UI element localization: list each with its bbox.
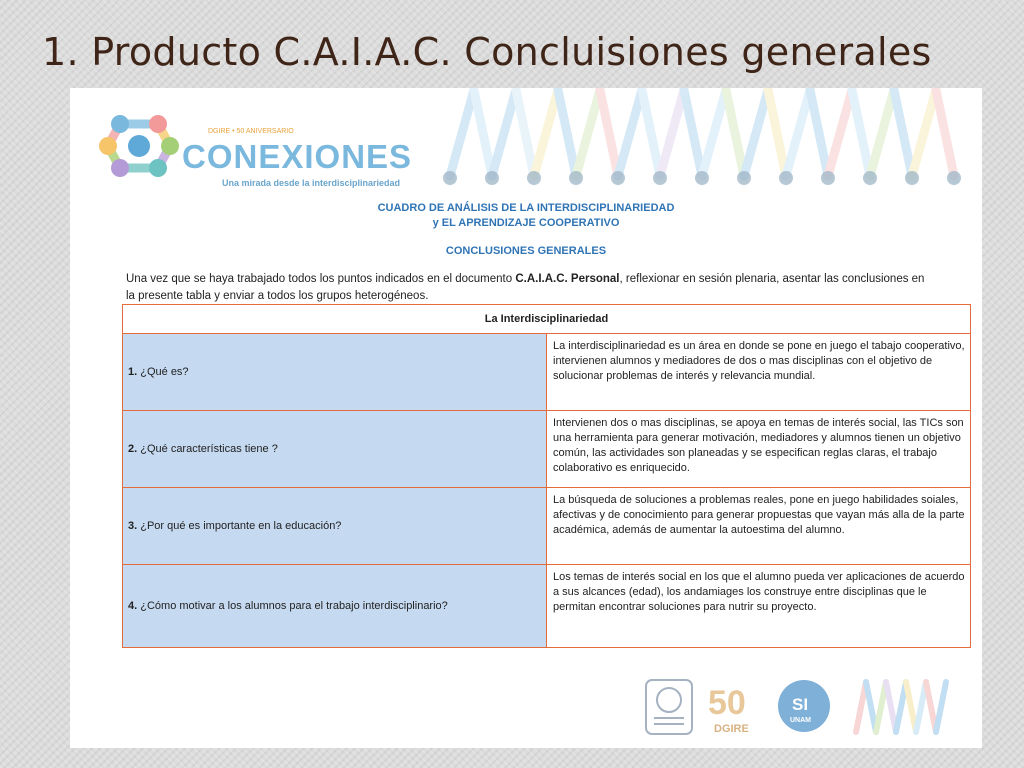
conexiones-logo [96, 102, 426, 192]
document-heading-line1: CUADRO DE ANÁLISIS DE LA INTERDISCIPLINARIEDAD [377, 202, 675, 214]
question-cell [123, 411, 547, 488]
table-header: La Interdisciplinariedad [123, 305, 971, 334]
answer-cell: Los temas de interés social en los que el alumno pueda ver aplicaciones de acuerdo a sus alcances (edad), los andamiages los construye entre disciplinas que le permitan encontrar soluciones para nutrir su proyecto. [547, 565, 971, 648]
logo-anniversary-text: DGIRE • 50 ANIVERSARIO [208, 128, 294, 135]
question-text: ¿Por qué es importante en la educación? [140, 520, 342, 532]
si-unam-logo-icon [778, 680, 830, 732]
answer-cell: La búsqueda de soluciones a problemas reales, pone en juego habilidades soiales, afectivas y de conocimiento para generar propuestas que vayan más alla de la parte académica, además de aumentar la autoestima del alumno. [547, 488, 971, 565]
si-sub: UNAM [790, 717, 811, 724]
molecule-logo-icon [98, 102, 180, 188]
question-cell [123, 565, 547, 648]
question-text: ¿Cómo motivar a los alumnos para el trabajo interdisciplinario? [140, 600, 448, 612]
question-number: 4. [128, 600, 138, 612]
intro-text-start: Una vez que se haya trabajado todos los puntos indicados en el documento [126, 273, 516, 285]
logo-wordmark: CONEXIONES [182, 138, 413, 175]
table-row [123, 411, 971, 488]
answer-cell: Intervienen dos o mas disciplinas, se apoya en temas de interés social, las TICs son una herramienta para generar motivación, mediadores y alumnos tienen un objetivo común, las actividades son planeadas y se especifican reglas claras, el trabajo colaborativo es enriquecido. [547, 411, 971, 488]
question-text: ¿Qué características tiene ? [140, 443, 278, 455]
unam-seal-icon [646, 680, 692, 734]
answer-cell: La interdisciplinariedad es un área en donde se pone en juego el tabajo cooperativo, intervienen alumnos y mediadores de dos o mas disciplinas con el objetivo de solucionar problemas de interés y relevancia mundial. [547, 334, 971, 411]
document-image [70, 88, 982, 748]
stripes-mini-logo-icon [856, 682, 946, 732]
intro-text-bold: C.A.I.A.C. Personal [515, 273, 620, 285]
table-row [123, 565, 971, 648]
table-header-row [123, 305, 971, 334]
dgire-text: DGIRE [714, 723, 749, 735]
question-number: 1. [128, 366, 138, 378]
question-number: 3. [128, 520, 138, 532]
document-heading-line2: y EL APRENDIZAJE COOPERATIVO [432, 217, 620, 229]
dgire-50-logo-icon [708, 684, 749, 735]
decorative-stripes [440, 88, 970, 188]
question-number: 2. [128, 443, 138, 455]
footer-logos [644, 676, 974, 738]
conclusions-table [122, 304, 971, 648]
question-cell [123, 334, 547, 411]
logo-tagline: Una mirada desde la interdisciplinariedad [222, 178, 401, 188]
question-cell [123, 488, 547, 565]
question-text: ¿Qué es? [140, 366, 189, 378]
si-text: SI [792, 695, 809, 714]
intro-paragraph [126, 271, 926, 305]
table-row [123, 488, 971, 565]
document-subheading: CONCLUSIONES GENERALES [445, 245, 607, 257]
intro-text-end: , reflexionar en sesión plenaria, asentar las conclusiones en la presente tabla y enviar a todos los grupos heterogéneos. [126, 273, 925, 302]
dgire-number: 50 [708, 684, 746, 722]
table-row [123, 334, 971, 411]
slide-title: 1. Producto C.A.I.A.C. Concluisiones generales [42, 30, 932, 74]
